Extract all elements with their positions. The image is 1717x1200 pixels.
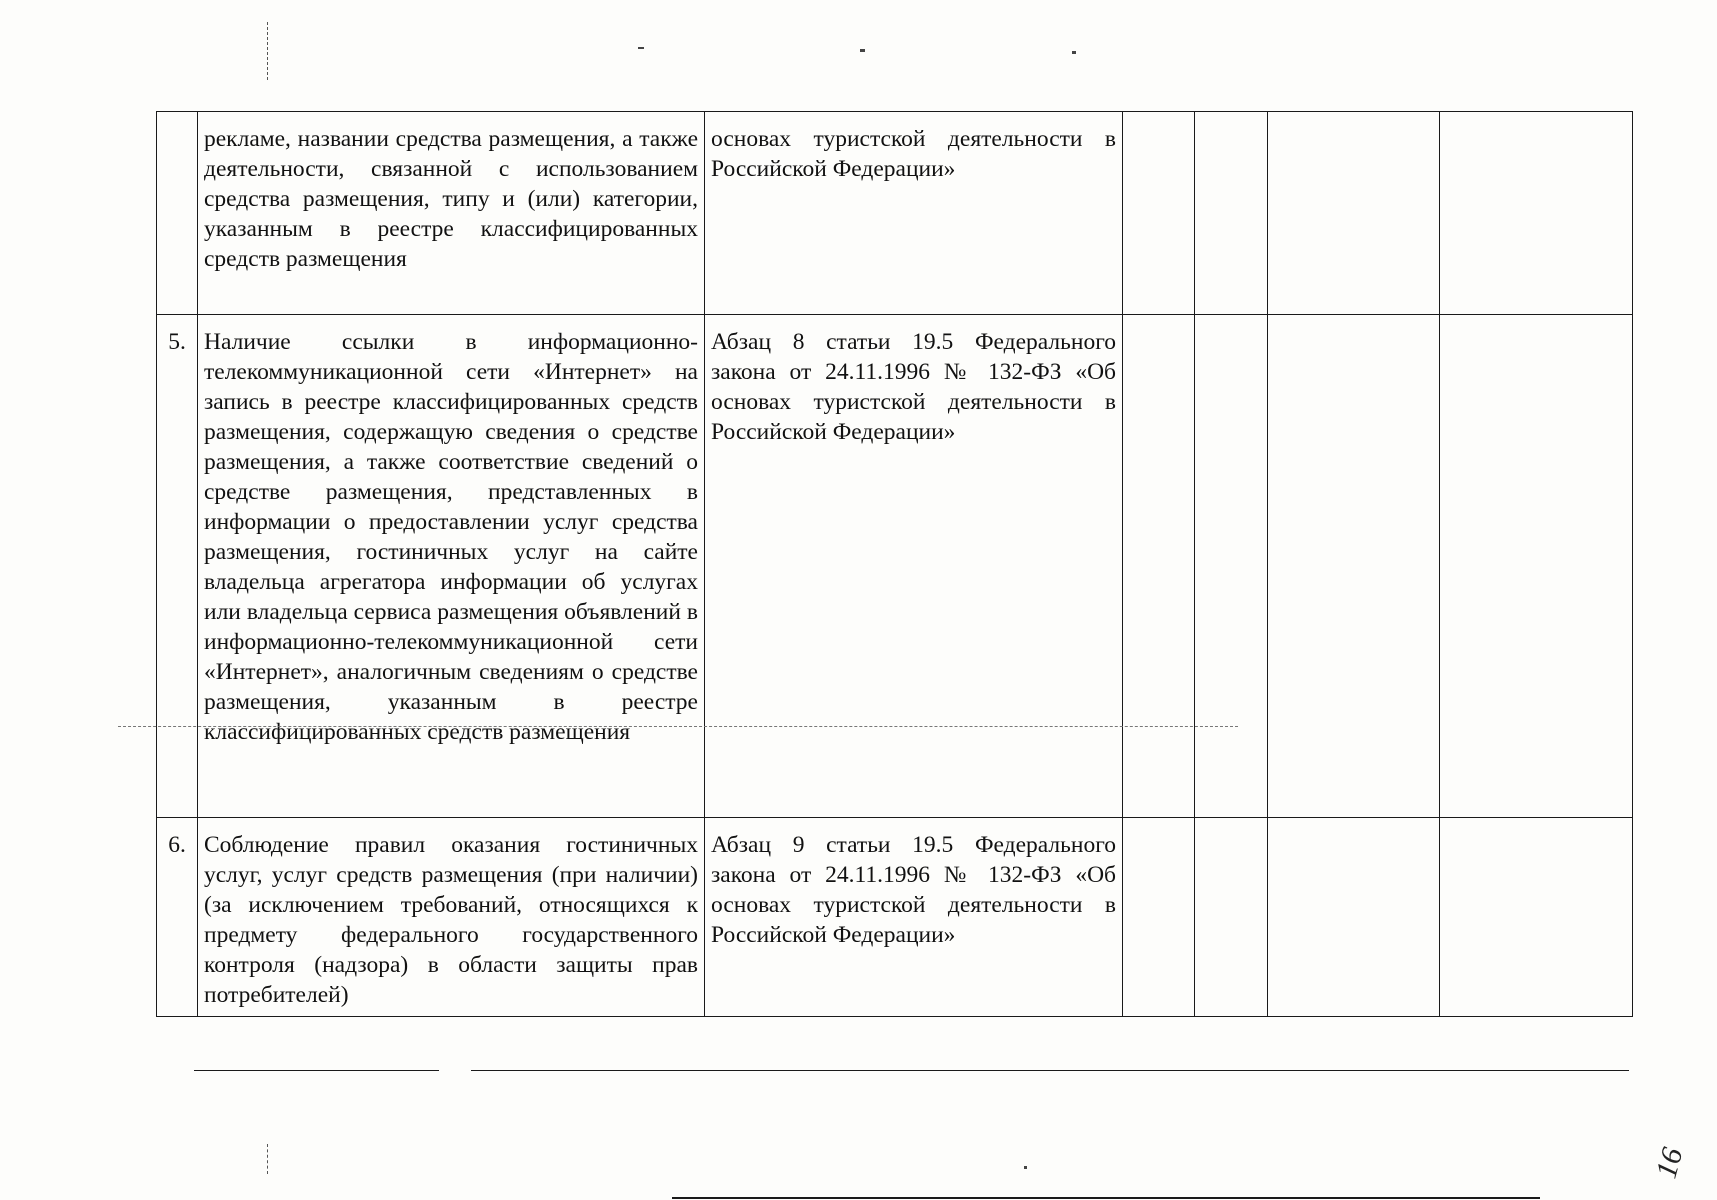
signature-line-short (194, 1070, 439, 1071)
scan-crease-line (118, 726, 1238, 727)
requirement-cell: Соблюдение правил оказания гостиничных услуг, услуг средств размещения (при наличии) (за исключением требований, относящихся к предмету федерального государственного контроля (надзора) в области защиты прав потребителей) (198, 818, 705, 1017)
answer-yes-cell (1123, 112, 1195, 315)
notes-cell (1440, 818, 1633, 1017)
requirement-cell: рекламе, названии средства размещения, а также деятельности, связанной с использованием средства размещения, типу и (или) категории, указанным в реестре классифицированных средств размещения (198, 112, 705, 315)
answer-no-cell (1195, 818, 1268, 1017)
bottom-edge-line (672, 1197, 1540, 1199)
scan-artifact-dot (860, 49, 865, 52)
answer-no-cell (1195, 112, 1268, 315)
answer-yes-cell (1123, 315, 1195, 818)
row-number: 6. (157, 818, 198, 1017)
notes-cell (1440, 112, 1633, 315)
answer-no-cell (1195, 315, 1268, 818)
legal-reference-cell: Абзац 9 статьи 19.5 Федерального закона от 24.11.1996 № 132-ФЗ «Об основах туристской деятельности в Российской Федерации» (705, 818, 1123, 1017)
scan-artifact-dot (638, 47, 644, 49)
signature-line-long (471, 1070, 1629, 1071)
row-number: 5. (157, 315, 198, 818)
requirement-cell: Наличие ссылки в информационно-телекоммуникационной сети «Интернет» на запись в реестре классифицированных средств размещения, содержащую сведения о средстве размещения, а также соответствие сведений о средстве размещения, представленных в информации о предоставлении услуг средства размещения, гостиничных услуг на сайте владельца агрегатора информации об услугах или владельца сервиса размещения объявлений в информационно-телекоммуникационной сети «Интернет», аналогичным сведениям о средстве размещения, указанным в реестре классифицированных средств размещения (198, 315, 705, 818)
legal-reference-cell: Абзац 8 статьи 19.5 Федерального закона от 24.11.1996 № 132-ФЗ «Об основах туристской деятельности в Российской Федерации» (705, 315, 1123, 818)
scan-artifact-left-bottom (267, 1144, 269, 1174)
table-row (157, 818, 1633, 1017)
scan-artifact-dot (1072, 51, 1076, 54)
answer-yes-cell (1123, 818, 1195, 1017)
table-row (157, 112, 1633, 315)
row-number (157, 112, 198, 315)
not-applicable-cell (1268, 315, 1440, 818)
notes-cell (1440, 315, 1633, 818)
page-number: 16 (1649, 1144, 1690, 1182)
scan-artifact-left-top (267, 22, 269, 80)
table-row (157, 315, 1633, 818)
not-applicable-cell (1268, 818, 1440, 1017)
not-applicable-cell (1268, 112, 1440, 315)
scan-artifact-dot (1024, 1166, 1027, 1169)
legal-reference-cell: основах туристской деятельности в Российской Федерации» (705, 112, 1123, 315)
checklist-table (156, 111, 1633, 1017)
